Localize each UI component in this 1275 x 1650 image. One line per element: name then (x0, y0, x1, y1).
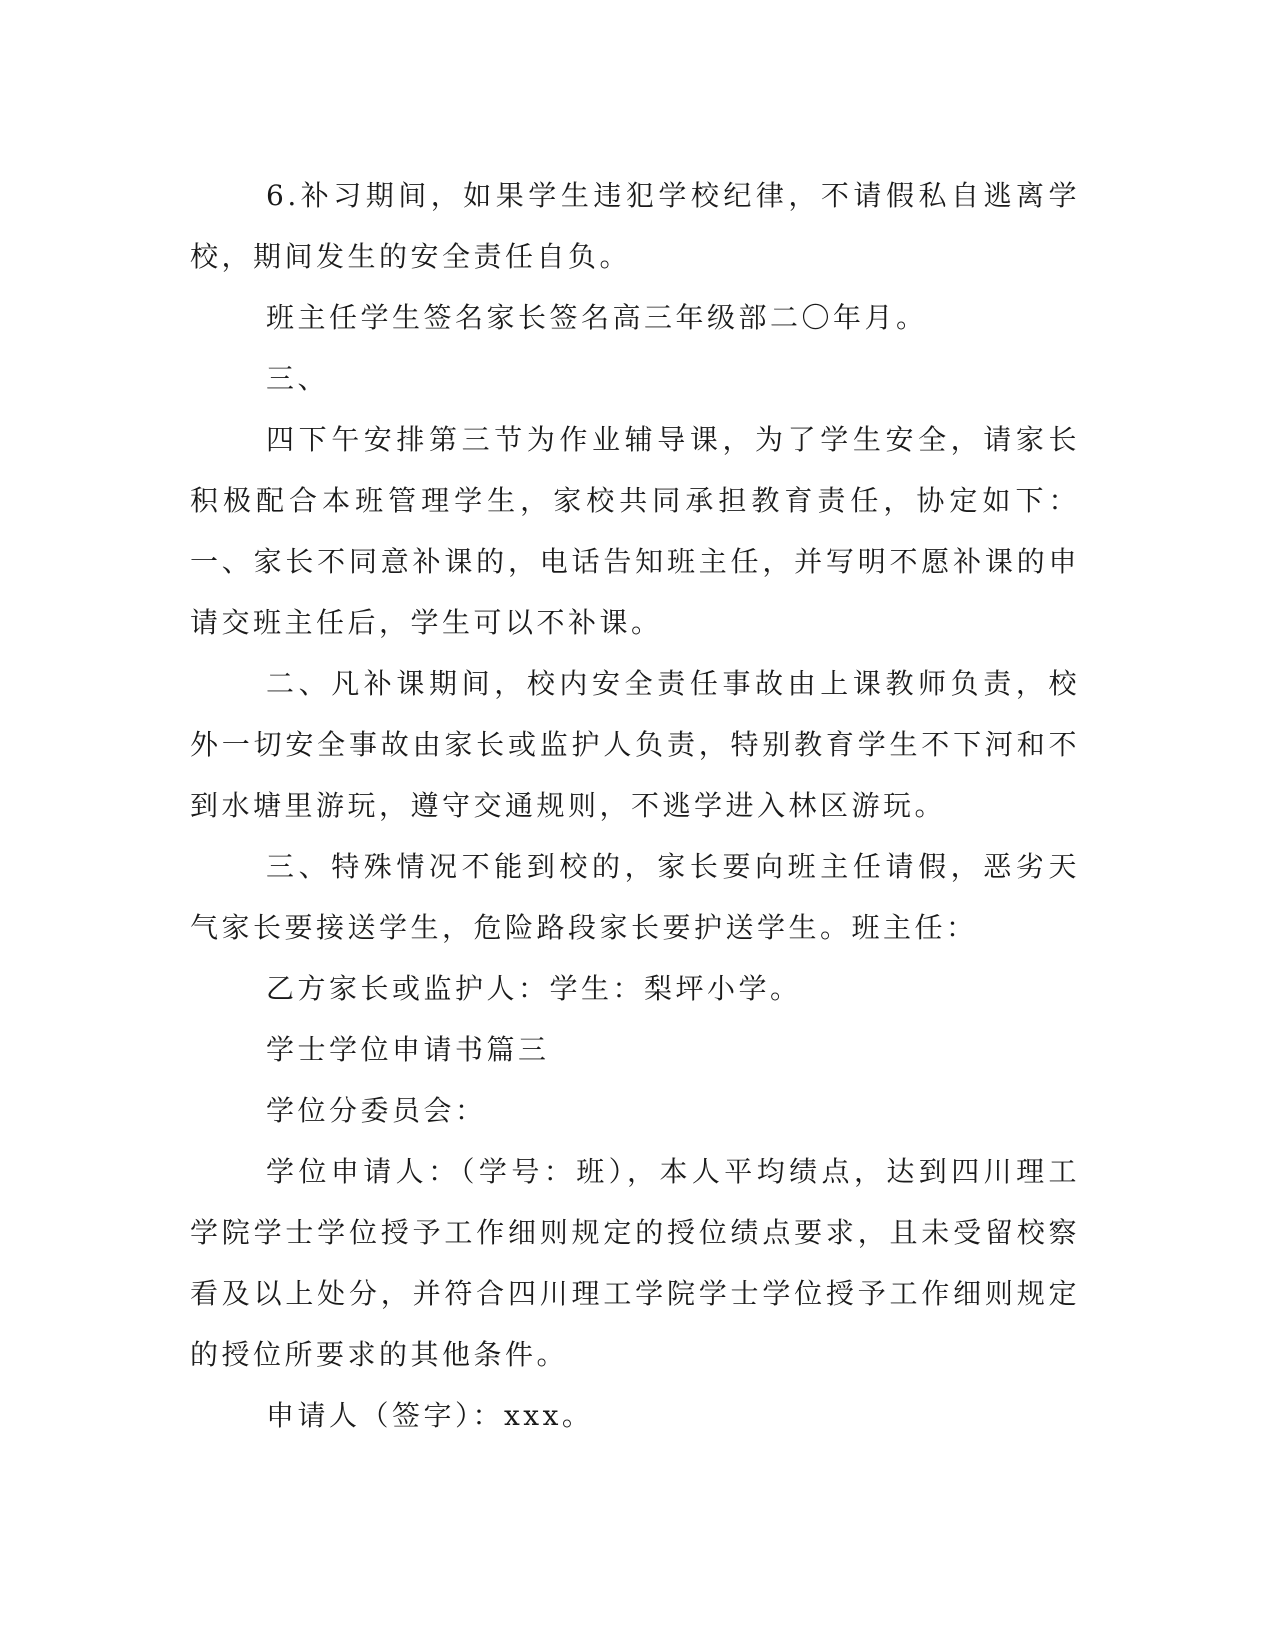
paragraph-section-title: 学士学位申请书篇三 (266, 1033, 550, 1066)
paragraph-addressee: 学位分委员会： (266, 1094, 487, 1127)
paragraph-signature-line: 班主任学生签名家长签名高三年级部二〇年月。 (266, 301, 928, 334)
paragraph-party-b: 乙方家长或监护人：学生：梨坪小学。 (266, 972, 802, 1005)
paragraph-agreement-item-2: 二、凡补课期间，校内安全责任事故由上课教师负责，校外一切安全事故由家长或监护人负责，特别教育学生不下河和不到水塘里游玩，遵守交通规则，不逃学进入林区游玩。 (190, 667, 1080, 822)
paragraph-tutoring-rule-6: 6.补习期间，如果学生违犯学校纪律，不请假私自逃离学校，期间发生的安全责任自负。 (190, 179, 1080, 273)
paragraph-agreement-intro: 四下午安排第三节为作业辅导课，为了学生安全，请家长积极配合本班管理学生，家校共同承担教育责任，协定如下：一、家长不同意补课的，电话告知班主任，并写明不愿补课的申请交班主任后，学生可以不补课。 (190, 423, 1080, 639)
document-body (190, 165, 1080, 1446)
paragraph-applicant-signature: 申请人（签字）：xxx。 (266, 1399, 594, 1432)
paragraph-agreement-item-3: 三、特殊情况不能到校的，家长要向班主任请假，恶劣天气家长要接送学生，危险路段家长要护送学生。班主任： (190, 850, 1080, 944)
paragraph-degree-application: 学位申请人：（学号：班），本人平均绩点，达到四川理工学院学士学位授予工作细则规定的授位绩点要求，且未受留校察看及以上处分，并符合四川理工学院学士学位授予工作细则规定的授位所要求的其他条件。 (190, 1155, 1080, 1371)
paragraph-section-three-heading: 三、 (266, 362, 330, 395)
